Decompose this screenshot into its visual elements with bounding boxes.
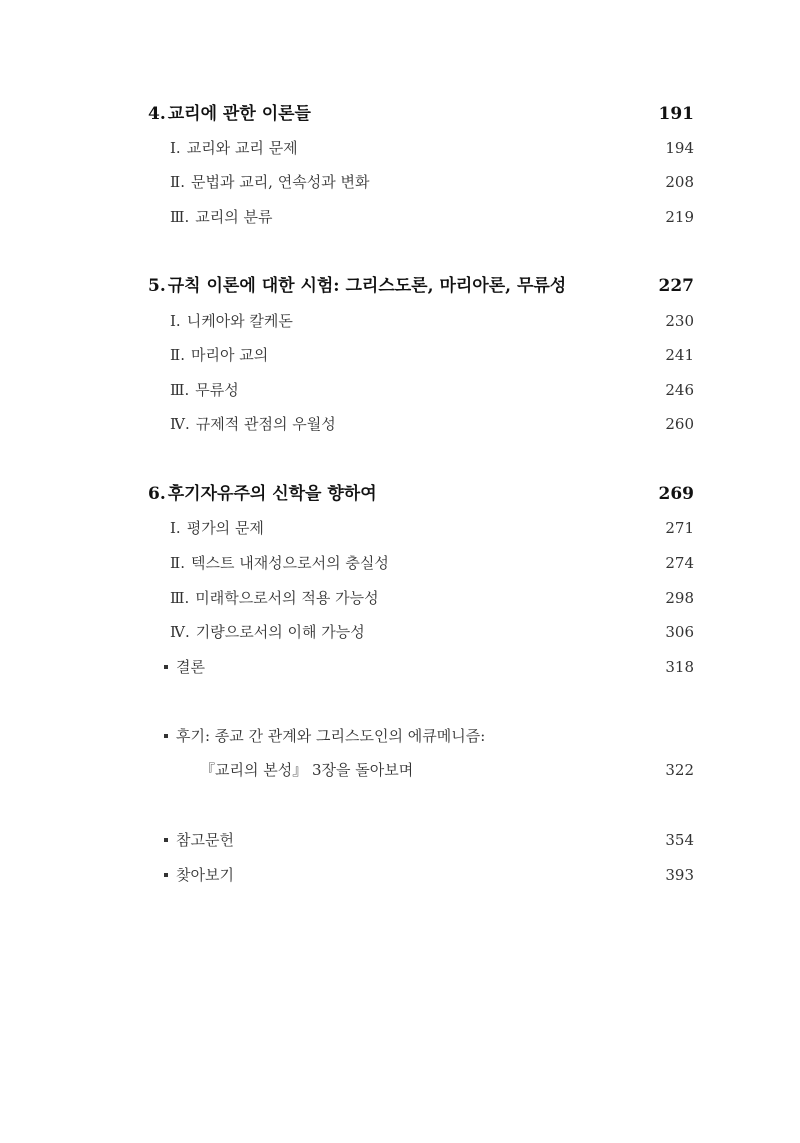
bullet-title-text: 찾아보기 [176, 866, 234, 884]
section-title [170, 584, 379, 612]
toc-section-4-1[interactable] [0, 134, 800, 162]
section-page-number: 230 [665, 312, 694, 330]
section-number: Ⅲ. [170, 208, 190, 226]
chapter-page-number: 269 [658, 484, 694, 504]
section-title [170, 410, 336, 438]
section-title-text: 교리의 분류 [195, 208, 273, 226]
toc-section-5-3[interactable] [0, 376, 800, 404]
bullet-icon [164, 873, 168, 877]
toc-section-6-4[interactable] [0, 618, 800, 646]
toc-afterword-continued[interactable] [0, 756, 800, 784]
section-number: Ⅱ. [170, 554, 185, 572]
bullet-title [164, 653, 205, 681]
toc-conclusion[interactable] [0, 653, 800, 681]
section-number: Ⅰ. [170, 312, 181, 330]
section-page-number: 241 [665, 346, 694, 364]
afterword-title-line2: 『교리의 본성』 3장을 돌아보며 [200, 761, 414, 779]
bullet-title [164, 861, 234, 889]
section-number: Ⅲ. [170, 589, 190, 607]
section-page-number: 219 [665, 208, 694, 226]
section-title [170, 203, 272, 231]
section-title-text: 교리와 교리 문제 [186, 139, 298, 157]
toc-chapter-6[interactable] [0, 480, 800, 508]
section-title-text: 문법과 교리, 연속성과 변화 [190, 173, 370, 191]
toc-section-6-3[interactable] [0, 584, 800, 612]
chapter-title-text: 규칙 이론에 대한 시험: 그리스도론, 마리아론, 무류성 [167, 276, 567, 296]
toc-index[interactable] [0, 861, 800, 889]
bullet-page-number: 393 [665, 866, 694, 884]
section-title [170, 168, 369, 196]
section-title-text: 기량으로서의 이해 가능성 [195, 623, 365, 641]
section-page-number: 246 [665, 381, 694, 399]
bullet-icon [164, 838, 168, 842]
chapter-title-text: 후기자유주의 신학을 향하여 [167, 484, 377, 504]
section-title-text: 미래학으로서의 적용 가능성 [195, 589, 379, 607]
section-number: Ⅰ. [170, 139, 181, 157]
afterword-title-text: 후기: 종교 간 관계와 그리스도인의 에큐메니즘: [176, 727, 486, 745]
section-title [170, 549, 389, 577]
section-number: Ⅱ. [170, 346, 185, 364]
section-title-text: 니케아와 칼케돈 [186, 312, 293, 330]
section-title-text: 무류성 [195, 381, 239, 399]
bullet-page-number: 318 [665, 658, 694, 676]
chapter-title [148, 272, 566, 300]
chapter-number: 5. [148, 276, 166, 296]
chapter-page-number: 227 [658, 276, 694, 296]
section-page-number: 260 [665, 415, 694, 433]
bullet-icon [164, 734, 168, 738]
bullet-icon [164, 665, 168, 669]
section-page-number: 298 [665, 589, 694, 607]
bullet-title [164, 826, 234, 854]
section-title-text: 평가의 문제 [186, 519, 264, 537]
chapter-number: 6. [148, 484, 166, 504]
toc-section-5-1[interactable] [0, 307, 800, 335]
section-title-text: 텍스트 내재성으로서의 충실성 [190, 554, 389, 572]
afterword-title-line1 [164, 722, 485, 750]
section-page-number: 306 [665, 623, 694, 641]
toc-section-5-2[interactable] [0, 341, 800, 369]
section-page-number: 208 [665, 173, 694, 191]
section-number: Ⅱ. [170, 173, 185, 191]
section-title [170, 376, 239, 404]
bullet-page-number: 354 [665, 831, 694, 849]
section-title [170, 618, 365, 646]
chapter-title [148, 100, 311, 128]
section-number: Ⅳ. [170, 623, 190, 641]
toc-chapter-4[interactable] [0, 100, 800, 128]
toc-afterword[interactable] [0, 722, 800, 750]
section-title-text: 규제적 관점의 우월성 [195, 415, 336, 433]
toc-section-4-3[interactable] [0, 203, 800, 231]
section-title [170, 341, 268, 369]
section-page-number: 194 [665, 139, 694, 157]
section-title [170, 307, 293, 335]
bullet-title-text: 참고문헌 [176, 831, 234, 849]
toc-chapter-5[interactable] [0, 272, 800, 300]
chapter-number: 4. [148, 104, 166, 124]
afterword-page-number: 322 [665, 761, 694, 779]
toc-references[interactable] [0, 826, 800, 854]
section-number: Ⅰ. [170, 519, 181, 537]
chapter-title-text: 교리에 관한 이론들 [167, 104, 311, 124]
section-title-text: 마리아 교의 [190, 346, 269, 364]
section-number: Ⅳ. [170, 415, 190, 433]
section-page-number: 274 [665, 554, 694, 572]
toc-section-5-4[interactable] [0, 410, 800, 438]
section-title [170, 134, 298, 162]
toc-section-4-2[interactable] [0, 168, 800, 196]
bullet-title-text: 결론 [176, 658, 205, 676]
toc-section-6-1[interactable] [0, 514, 800, 542]
chapter-title [148, 480, 377, 508]
section-page-number: 271 [665, 519, 694, 537]
chapter-page-number: 191 [658, 104, 694, 124]
section-title [170, 514, 264, 542]
toc-section-6-2[interactable] [0, 549, 800, 577]
section-number: Ⅲ. [170, 381, 190, 399]
